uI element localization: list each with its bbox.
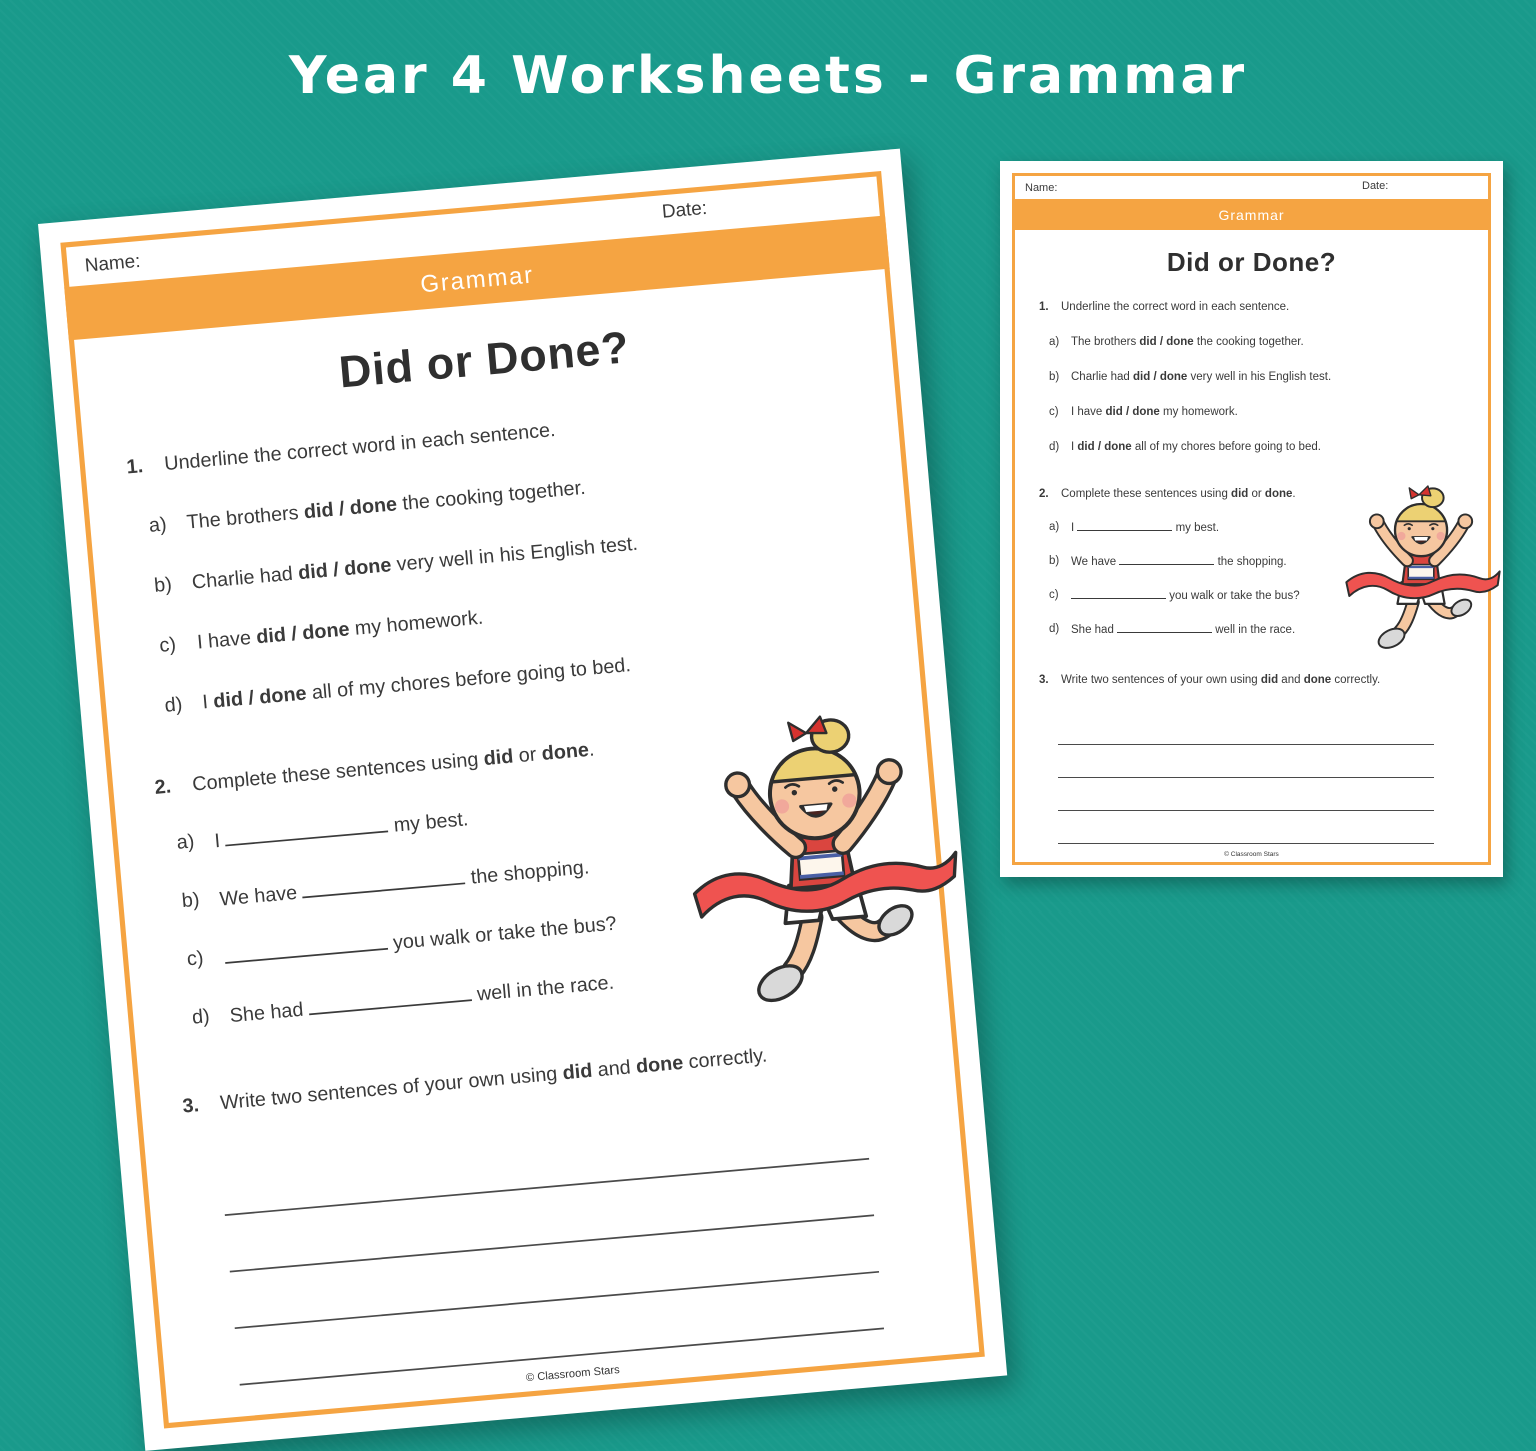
item-letter: a) bbox=[148, 514, 168, 538]
item-text: The brothers did / done the cooking together. bbox=[185, 478, 587, 534]
answer-line-4 bbox=[1058, 811, 1434, 844]
item-text: We have the shopping. bbox=[218, 857, 591, 911]
question-3-instruction: Write two sentences of your own using did and done correctly. bbox=[219, 1046, 769, 1115]
grammar-banner bbox=[1012, 199, 1491, 230]
item-text: The brothers did / done the cooking together. bbox=[1071, 336, 1304, 348]
question-1-instruction: Underline the correct word in each sentence. bbox=[1061, 301, 1290, 313]
q1-item-d bbox=[1029, 440, 1474, 454]
q1-item-a bbox=[1029, 335, 1474, 349]
item-letter: a) bbox=[175, 831, 196, 855]
answer-lines bbox=[1058, 712, 1434, 844]
worksheet-title: Did or Done? bbox=[336, 320, 632, 398]
worksheet-title: Did or Done? bbox=[1166, 247, 1337, 277]
date-label: Date: bbox=[661, 198, 708, 223]
answer-blank bbox=[301, 865, 465, 898]
item-text: I have did / done my homework. bbox=[196, 608, 485, 654]
question-1-heading bbox=[1029, 300, 1474, 314]
item-letter: b) bbox=[1049, 371, 1060, 383]
item-text: I did / done all of my chores before going to bed. bbox=[201, 655, 632, 714]
copyright-footer: © Classroom Stars bbox=[525, 1364, 621, 1385]
item-letter: b) bbox=[1049, 555, 1060, 567]
name-date-row bbox=[1015, 176, 1488, 199]
item-letter: d) bbox=[1049, 441, 1060, 453]
worksheet-frame bbox=[60, 171, 984, 1429]
question-2-number: 2. bbox=[153, 777, 173, 800]
item-text: Charlie had did / done very well in his English test. bbox=[191, 534, 639, 594]
answer-line-2 bbox=[1058, 745, 1434, 778]
answer-blank bbox=[1071, 588, 1166, 599]
item-text: I my best. bbox=[1071, 522, 1220, 534]
question-3-instruction: Write two sentences of your own using did and done correctly. bbox=[1061, 674, 1381, 686]
item-text: you walk or take the bus? bbox=[1071, 588, 1300, 603]
date-label: Date: bbox=[1362, 180, 1389, 192]
question-3-number: 3. bbox=[181, 1095, 200, 1118]
site-header bbox=[0, 46, 1536, 106]
item-letter: c) bbox=[186, 948, 205, 971]
item-letter: d) bbox=[1049, 623, 1060, 635]
question-3-number: 3. bbox=[1039, 674, 1049, 686]
answer-blank bbox=[224, 931, 388, 964]
item-letter: d) bbox=[191, 1006, 211, 1029]
name-label: Name: bbox=[1025, 181, 1058, 194]
question-2-instruction: Complete these sentences using did or done. bbox=[1061, 488, 1296, 500]
question-2-number: 2. bbox=[1039, 488, 1049, 500]
question-3-heading bbox=[1029, 673, 1474, 687]
q1-item-b bbox=[1029, 370, 1474, 384]
question-1-number: 1. bbox=[1039, 301, 1049, 313]
worksheet-page-right bbox=[1000, 161, 1503, 877]
item-letter: b) bbox=[181, 890, 201, 913]
answer-line-1 bbox=[1058, 712, 1434, 745]
item-text: We have the shopping. bbox=[1071, 556, 1287, 568]
name-label: Name: bbox=[83, 250, 142, 276]
item-letter: c) bbox=[1049, 589, 1059, 601]
item-letter: c) bbox=[158, 635, 177, 658]
item-text: She had well in the race. bbox=[1071, 624, 1296, 636]
answer-blank bbox=[224, 813, 388, 846]
item-text: I have did / done my homework. bbox=[1071, 406, 1238, 418]
answer-lines bbox=[220, 1103, 884, 1386]
grammar-banner-label: Grammar bbox=[419, 259, 535, 297]
q1-item-c bbox=[1029, 405, 1474, 419]
answer-blank bbox=[1117, 622, 1212, 633]
answer-blank bbox=[1119, 554, 1214, 565]
runner-girl-clipart bbox=[1343, 482, 1503, 654]
question-1-number: 1. bbox=[125, 456, 145, 479]
item-letter: a) bbox=[1049, 336, 1060, 348]
item-text: Charlie had did / done very well in his English test. bbox=[1071, 371, 1332, 383]
grammar-banner-label: Grammar bbox=[1218, 206, 1285, 223]
item-text: I my best. bbox=[213, 809, 470, 853]
item-letter: d) bbox=[163, 694, 184, 717]
item-letter: c) bbox=[1049, 406, 1059, 418]
answer-blank bbox=[1077, 520, 1172, 531]
question-2-instruction: Complete these sentences using did or done. bbox=[191, 739, 596, 796]
item-letter: b) bbox=[153, 574, 173, 598]
worksheet-frame bbox=[1012, 173, 1491, 865]
page-title: Year 4 Worksheets - Grammar bbox=[288, 46, 1248, 106]
item-letter: a) bbox=[1049, 521, 1060, 533]
item-text: I did / done all of my chores before going to bed. bbox=[1071, 441, 1321, 453]
item-text: She had well in the race. bbox=[229, 973, 615, 1028]
question-1-instruction: Underline the correct word in each sentence. bbox=[163, 420, 557, 476]
answer-blank bbox=[308, 982, 472, 1015]
copyright-footer: © Classroom Stars bbox=[1224, 851, 1279, 858]
answer-line-3 bbox=[1058, 778, 1434, 811]
runner-girl-clipart bbox=[674, 699, 974, 1018]
worksheet-page-left bbox=[38, 149, 1007, 1451]
item-text: you walk or take the bus? bbox=[224, 911, 618, 971]
